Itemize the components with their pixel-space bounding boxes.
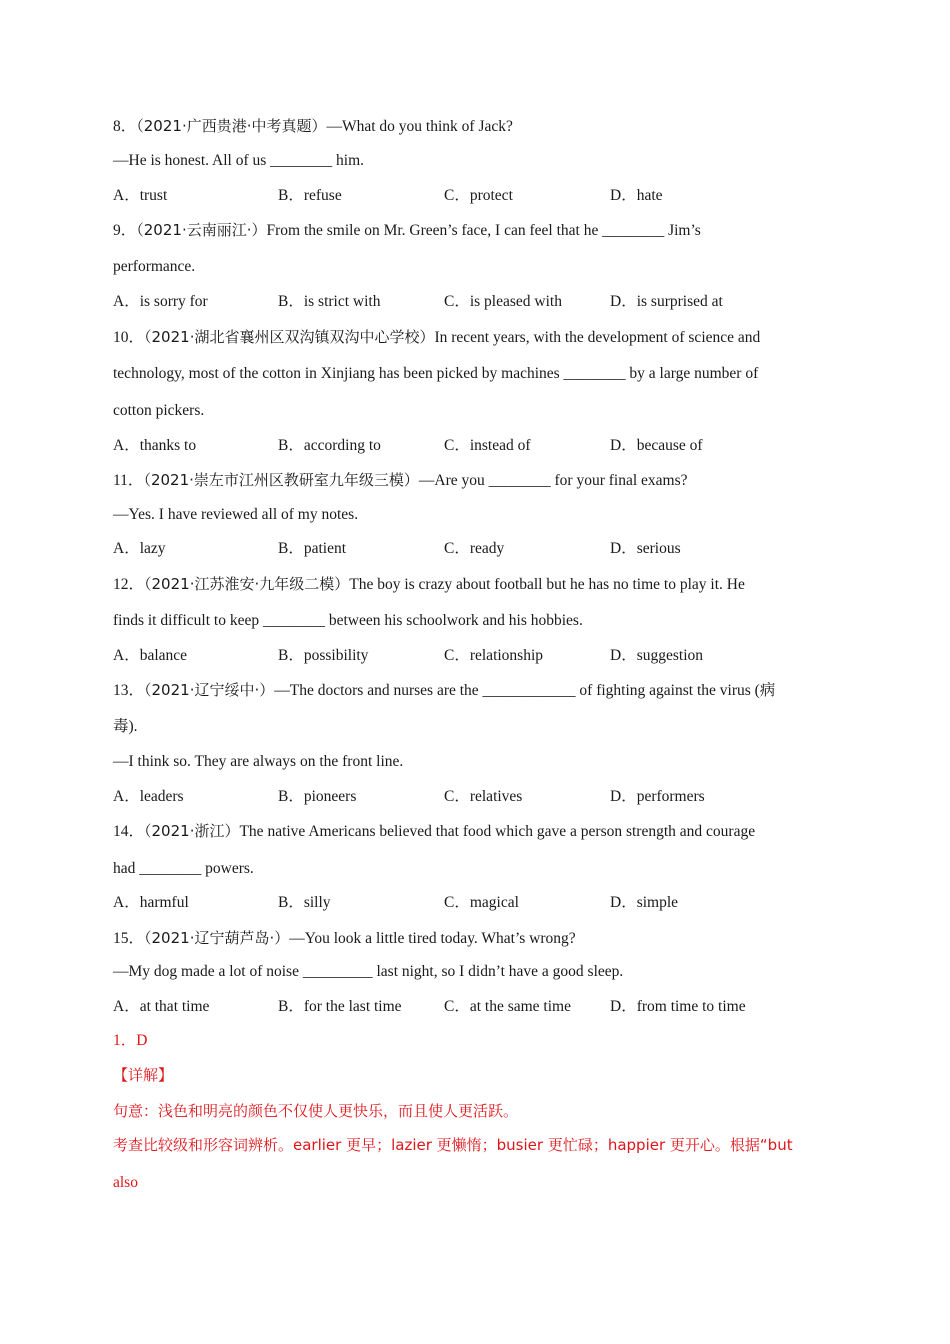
option-d: D．because of bbox=[610, 437, 703, 454]
option-c: C．instead of bbox=[444, 437, 531, 454]
option-c: C．protect bbox=[444, 187, 513, 204]
option-d: D．is surprised at bbox=[610, 293, 723, 310]
option-c: C．relatives bbox=[444, 788, 523, 805]
option-a: A．balance bbox=[113, 647, 188, 664]
question-15-line: —My dog made a lot of noise _________ last night, so I didn’t have a good sleep. bbox=[113, 963, 624, 980]
option-c: C．magical bbox=[444, 894, 519, 911]
question-11-stem: 11．（2021·崇左市江州区教研室九年级三模）—Are you ________ for your final exams? bbox=[113, 471, 688, 489]
question-14-line: had ________ powers. bbox=[113, 860, 254, 877]
option-b: B．possibility bbox=[278, 647, 369, 664]
option-b: B．patient bbox=[278, 540, 347, 557]
option-b: B．is strict with bbox=[278, 293, 381, 310]
option-b: B．pioneers bbox=[278, 788, 357, 805]
question-14-stem: 14．（2021·浙江）The native Americans believed that food which gave a person strength and courage bbox=[113, 822, 756, 840]
question-12-stem: 12．（2021·江苏淮安·九年级二模）The boy is crazy about football but he has no time to play it. He bbox=[113, 575, 745, 593]
option-b: B．for the last time bbox=[278, 998, 402, 1015]
question-12-line: finds it difficult to keep ________ between his schoolwork and his hobbies. bbox=[113, 612, 583, 629]
option-a: A．harmful bbox=[113, 894, 189, 911]
option-d: D．serious bbox=[610, 540, 681, 557]
option-d: D．suggestion bbox=[610, 647, 704, 664]
option-a: A．lazy bbox=[113, 540, 166, 557]
option-c: C．at the same time bbox=[444, 998, 571, 1015]
question-10-line: technology, most of the cotton in Xinjiang has been picked by machines ________ by a large number of bbox=[113, 365, 759, 382]
question-11-line: —Yes. I have reviewed all of my notes. bbox=[113, 506, 359, 523]
answer-detail-heading: 【详解】 bbox=[113, 1066, 174, 1084]
question-13-line: 毒). bbox=[113, 718, 138, 735]
question-13-stem: 13．（2021·辽宁绥中·）—The doctors and nurses are the ____________ of fighting against the virus (病 bbox=[113, 681, 776, 699]
question-10-line: cotton pickers. bbox=[113, 402, 205, 419]
option-c: C．relationship bbox=[444, 647, 544, 664]
option-d: D．hate bbox=[610, 187, 663, 204]
question-8-line: —He is honest. All of us ________ him. bbox=[113, 152, 365, 169]
question-13-line: —I think so. They are always on the front line. bbox=[113, 753, 404, 770]
option-a: A．trust bbox=[113, 187, 168, 204]
option-b: B．according to bbox=[278, 437, 381, 454]
question-8-stem: 8．（2021·广西贵港·中考真题）—What do you think of Jack? bbox=[113, 117, 513, 135]
option-d: D．from time to time bbox=[610, 998, 746, 1015]
option-d: D．simple bbox=[610, 894, 679, 911]
option-b: B．refuse bbox=[278, 187, 342, 204]
answer-label: 1．D bbox=[113, 1032, 148, 1049]
question-10-stem: 10．（2021·湖北省襄州区双沟镇双沟中心学校）In recent years, with the development of science and bbox=[113, 328, 761, 346]
question-9-line: performance. bbox=[113, 258, 196, 275]
option-c: C．ready bbox=[444, 540, 505, 557]
option-a: A．at that time bbox=[113, 998, 210, 1015]
option-a: A．is sorry for bbox=[113, 293, 208, 310]
option-a: A．leaders bbox=[113, 788, 184, 805]
question-15-stem: 15．（2021·辽宁葫芦岛·）—You look a little tired today. What’s wrong? bbox=[113, 929, 576, 947]
answer-analysis: 考查比较级和形容词辨析。earlier 更早；lazier 更懒惰；busier 更忙碌；happier 更开心。根据“but bbox=[113, 1136, 793, 1154]
question-9-stem: 9．（2021·云南丽江·）From the smile on Mr. Green’s face, I can feel that he ________ Jim’s bbox=[113, 221, 701, 239]
option-c: C．is pleased with bbox=[444, 293, 562, 310]
option-a: A．thanks to bbox=[113, 437, 197, 454]
answer-analysis-continued: also bbox=[113, 1174, 138, 1191]
option-b: B．silly bbox=[278, 894, 331, 911]
option-d: D．performers bbox=[610, 788, 705, 805]
answer-meaning: 句意：浅色和明亮的颜色不仅使人更快乐，而且使人更活跃。 bbox=[113, 1102, 519, 1120]
